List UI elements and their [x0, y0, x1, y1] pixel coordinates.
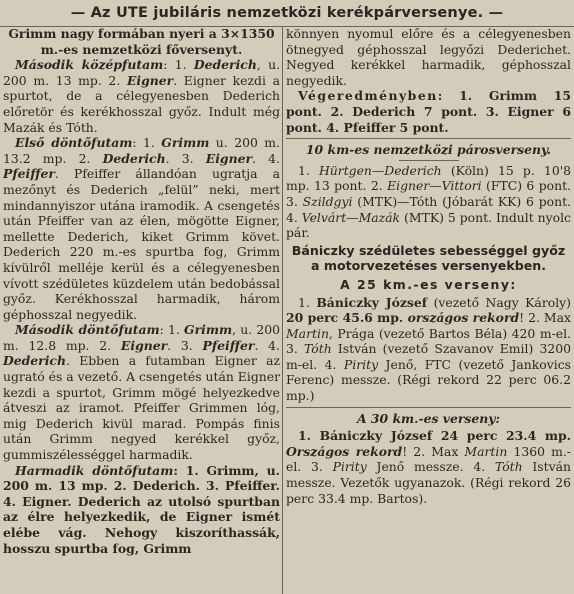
third-final-paragraph: Harmadik döntőfutam: 1. Grimm, u. 200 m. 13 mp. 2. Dederich. 3. Pfeiffer. 4. Eigner. Dederich az utolsó spurtban az élre helyezkedik, de Eigner ismét elébe vág. Nehogy kiszoríthassák, hosszu spurtba fog, Grimm [3, 462, 280, 556]
heat-label: Első döntőfutam [15, 135, 133, 151]
section-rule [286, 138, 571, 139]
pair-race-paragraph: 1. Hürtgen—Dederich (Köln) 15 p. 10'8 mp. 13 pont. 2. Eigner—Vittori (FTC) 6 pont. 3. Szildgyi (MTK)—Tóth (Jóbarát KK) 6 pont. 4. Velvárt—Mazák (MTK) 5 pont. Indult nyolc pár. [286, 162, 572, 241]
motor-race-headline: Bániczky szédületes sebességgel győz a motorvezetéses versenyekben. [291, 242, 566, 274]
second-semifinal-paragraph: Második középfutam: 1. Dederich, u. 200 m. 13 mp. 2. Eigner. Eigner kezdi a spurtot, de a célegyenesben Dederich előretör és kerékhosszal győz. Indult még Mazák és Tóth. [3, 57, 281, 135]
intro-paragraph: Grimm nagy formában nyeri a 3×1350 m.-es nemzetközi főversenyt. [8, 26, 275, 57]
left-column [3, 26, 280, 594]
first-final-paragraph: Első döntőfutam: 1. Grimm u. 200 m. 13.2 mp. 2. Dederich. 3. Eigner. 4. Pfeiffer. Pfeiffer állandóan ugratja a mezőnyt és Dederich „felül” neki, mert mindannyiszor utána iramodik. A csengetés után Pfeiffer van az élen, mögötte Eigner, mellette Dederich, kiket Grimm követ. Dederich 220 m.-es spurtba fog, Grimm kívülről melléje kerül és a célegyenesben vívott szédületes küzdelem után bedobással győz. Kerékhosszal harmadik, három géphosszal negyedik. [3, 135, 280, 322]
heat-label: Harmadik döntőfutam [15, 462, 174, 478]
heat-label: Második döntőfutam [15, 322, 160, 338]
column-divider [282, 26, 283, 594]
section-rule [399, 160, 459, 161]
km30-title: A 30 km.-es verseny: [356, 410, 501, 426]
km30-paragraph: 1. Bániczky József 24 perc 23.4 mp. Országos rekord! 2. Max Martin 1360 m.-el. 3. Pirity Jenő messze. 4. Tóth István messze. Vezetők ugyanazok. (Régi rekord 26 perc 33.4 mp. Bartos). [286, 428, 571, 506]
headline-text: — Az UTE jubiláris nemzetközi kerékpárversenye. — [70, 5, 504, 21]
final-result-paragraph: Végeredményben: 1. Grimm 15 pont. 2. Dederich 7 pont. 3. Eigner 6 pont. 4. Pfeiffer 5 pont. [286, 88, 571, 135]
heat-label: Második középfutam [15, 57, 164, 73]
section-rule [286, 407, 571, 408]
pair-race-title: 10 km-es nemzetközi párosverseny. [305, 142, 552, 158]
km25-title: A 25 km.-es verseny: [340, 276, 517, 292]
km25-paragraph: 1. Bániczky József (vezető Nagy Károly) 20 perc 45.6 mp. országos rekord! 2. Max Martin, Prága (vezető Bartos Béla) 420 m-el. 3. Tóth István (vezető Szavanov Emil) 3200 m-el. 4. Pirity Jenő, FTC (vezető Jankovics Ferenc) messze. (Régi rekord 22 perc 06.2 mp.) [286, 294, 571, 404]
second-final-paragraph: Második döntőfutam: 1. Grimm, u. 200 m. 12.8 mp. 2. Eigner. 3. Pfeiffer. 4. Dederich. Ebben a futamban Eigner az ugrató és a vezető. A csengetés után Eigner kezdi a spurtot, Grimm mögé helyezkedve átveszi az iramot. Pfeiffer Grimmen lóg, mig Dederich kivül marad. Pompás finis után Grimm negyed kerékkel győz, gummiszélességgel harmadik. [3, 322, 280, 463]
final-result-label: Végeredményben [298, 88, 438, 104]
right-column [286, 26, 571, 594]
continuation-paragraph: könnyen nyomul előre és a célegyenesben ötnegyed géphosszal legyőzi Dederichet. Negyed kerékkel harmadik, géphosszal negyedik. [286, 26, 571, 88]
article-headline [0, 0, 574, 27]
